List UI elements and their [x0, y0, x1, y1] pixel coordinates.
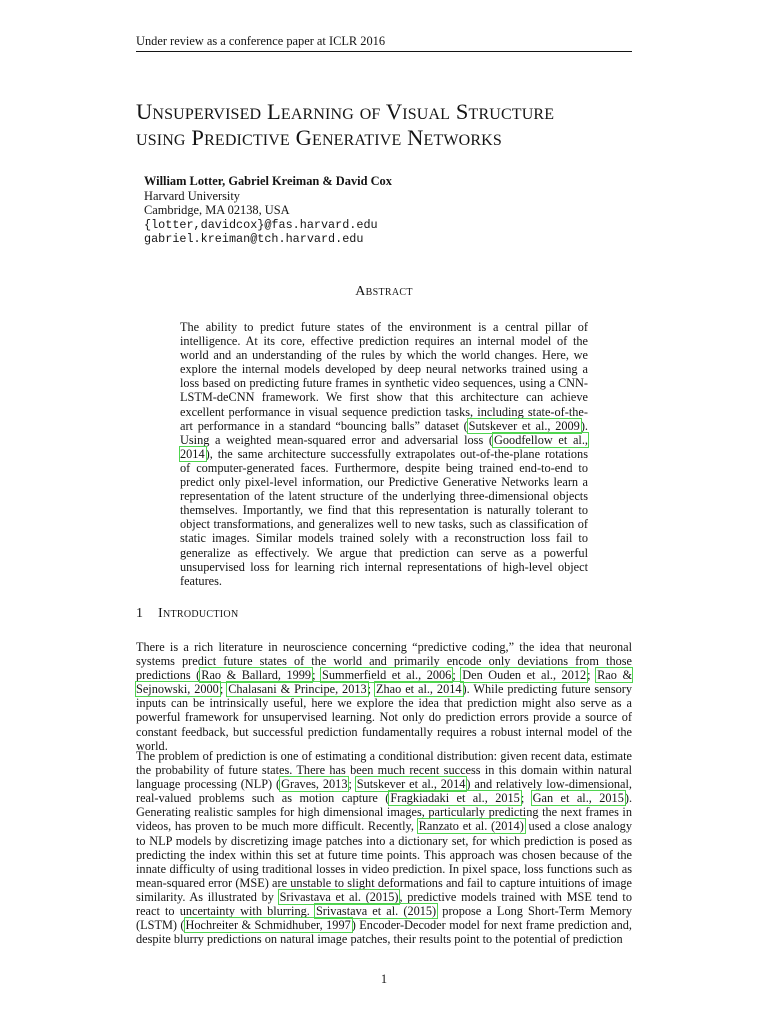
paper-title	[136, 99, 656, 151]
paragraph-text: , predictive models trained with MSE tend to react to uncertainty with blurring.	[136, 889, 632, 919]
citation-link[interactable]: Rao & Ballard, 1999	[201, 668, 312, 683]
abstract-text-1: The ability to predict future states of the environment is a central pillar of intelligence. At its core, effective prediction requires an internal model of the world and an understanding of the rules by which the world changes. Here, we explore the internal models developed by deep neural networks trained using a loss based on predicting future frames in synthetic video sequences, using a CNN-LSTM-deCNN framework. We first show that this architecture can achieve excellent performance in visual sequence prediction tasks, including state-of-the-art performance in a standard “bouncing balls” dataset (	[180, 320, 588, 433]
paragraph-text: ;	[367, 682, 375, 697]
citation-link[interactable]: Sutskever et al., 2009	[468, 418, 580, 433]
paragraph-text: ;	[312, 668, 322, 683]
running-header: Under review as a conference paper at ICLR 2016	[136, 34, 386, 48]
title-line-2: using Predictive Generative Networks	[136, 125, 502, 150]
paragraph-text: ;	[452, 668, 462, 683]
paragraph-text: ;	[587, 668, 597, 683]
intro-paragraph-1	[136, 640, 632, 753]
citation-link[interactable]: Rao & Sejnowski, 2000	[136, 668, 633, 697]
paragraph-text: There is a rich literature in neuroscience concerning “predictive coding,” the idea that neuronal systems predict future states of the world and primarily encode only deviations from those predictions (	[136, 640, 632, 683]
author-email-2[interactable]: gabriel.kreiman@tch.harvard.edu	[144, 232, 364, 247]
page-number: 1	[380, 972, 388, 986]
abstract-text	[180, 320, 588, 588]
paragraph-text: propose a Long Short-Term Memory (LSTM) (	[136, 904, 633, 933]
title-line-1: Unsupervised Learning of Visual Structure	[136, 99, 555, 124]
author-block	[144, 174, 594, 247]
author-affiliation: Harvard University	[144, 188, 240, 203]
paragraph-text: ;	[219, 682, 228, 697]
paragraph-text: ) and relatively low-dimensional, real-valued problems such as motion capture (	[136, 777, 633, 806]
abstract-heading: Abstract	[355, 284, 413, 299]
citation-link[interactable]: Zhao et al., 2014	[376, 682, 462, 697]
section-title: Introduction	[158, 606, 239, 621]
citation-link[interactable]: Den Ouden et al., 2012	[462, 668, 587, 683]
citation-link[interactable]: Hochreiter & Schmidhuber, 1997	[185, 918, 351, 933]
citation-link[interactable]: Chalasani & Principe, 2013	[228, 682, 367, 697]
citation-link[interactable]: Ranzato et al. (2014)	[418, 819, 524, 834]
paragraph-text: ) Encoder-Decoder model for next frame prediction and, despite blurry predictions on natural image patches, their results point to the potential of prediction	[136, 918, 632, 947]
section-heading-introduction	[136, 606, 632, 622]
abstract-text-2: ). Using a weighted mean-squared error and adversarial loss (	[180, 418, 588, 447]
paragraph-text: ;	[520, 791, 532, 806]
citation-link[interactable]: Goodfellow et al., 2014	[180, 432, 588, 461]
citation-link[interactable]: Srivastava et al. (2015)	[279, 889, 399, 904]
paragraph-text: ). While predicting future sensory inputs can be intrinsically useful, here we explore the idea that prediction might also serve as a powerful framework for unsupervised learning. Not only do prediction errors provide a source of constant feedback, but successful prediction fundamentally requires a robust internal model of the world.	[136, 682, 632, 753]
author-address: Cambridge, MA 02138, USA	[144, 203, 290, 218]
citation-link[interactable]: Gan et al., 2015	[532, 791, 624, 806]
paragraph-text: used a close analogy to NLP models by discretizing image patches into a dictionary set, for which prediction is posed as predicting the index within this set at future time points. This approach was chosen because of the innate difficulty of using traditional losses in video prediction. In pixel space, loss functions such as mean-squared error (MSE) are unstable to slight deformations and fail to capture intuitions of image similarity. As illustrated by	[136, 819, 632, 904]
paragraph-text: ;	[348, 777, 356, 792]
intro-paragraph-2	[136, 749, 632, 946]
citation-link[interactable]: Graves, 2013	[281, 777, 348, 792]
paragraph-text: ). Generating realistic samples for high dimensional images, particularly predicting the next frames in videos, has proven to be much more difficult. Recently,	[136, 791, 633, 834]
header-rule	[136, 51, 632, 52]
citation-link[interactable]: Fragkiadaki et al., 2015	[390, 791, 520, 806]
author-email-1[interactable]: {lotter,davidcox}@fas.harvard.edu	[144, 217, 378, 232]
abstract-text-3: ), the same architecture successfully extrapolates out-of-the-plane rotations of computer-generated faces. Furthermore, despite being trained end-to-end to predict only pixel-level information, our Predictive Generative Networks learn a representation of the latent structure of the underlying three-dimensional objects themselves. Importantly, we find that this representation is naturally tolerant to object transformations, and generalizes well to new tasks, such as classification of static images. Similar models trained solely with a reconstruction loss fail to generalize as effectively. We argue that prediction can serve as a powerful unsupervised loss for learning rich internal representations of high-level object features.	[180, 446, 588, 588]
citation-link[interactable]: Summerfield et al., 2006	[322, 668, 452, 683]
paragraph-text: The problem of prediction is one of estimating a conditional distribution: given recent data, estimate the probability of future states. There has been much recent success in this domain within natural language processing (NLP) (	[136, 749, 632, 792]
author-names: William Lotter, Gabriel Kreiman & David Cox	[144, 174, 392, 188]
citation-link[interactable]: Srivastava et al. (2015)	[315, 904, 437, 919]
section-number: 1	[136, 606, 143, 621]
citation-link[interactable]: Sutskever et al., 2014	[356, 777, 466, 792]
